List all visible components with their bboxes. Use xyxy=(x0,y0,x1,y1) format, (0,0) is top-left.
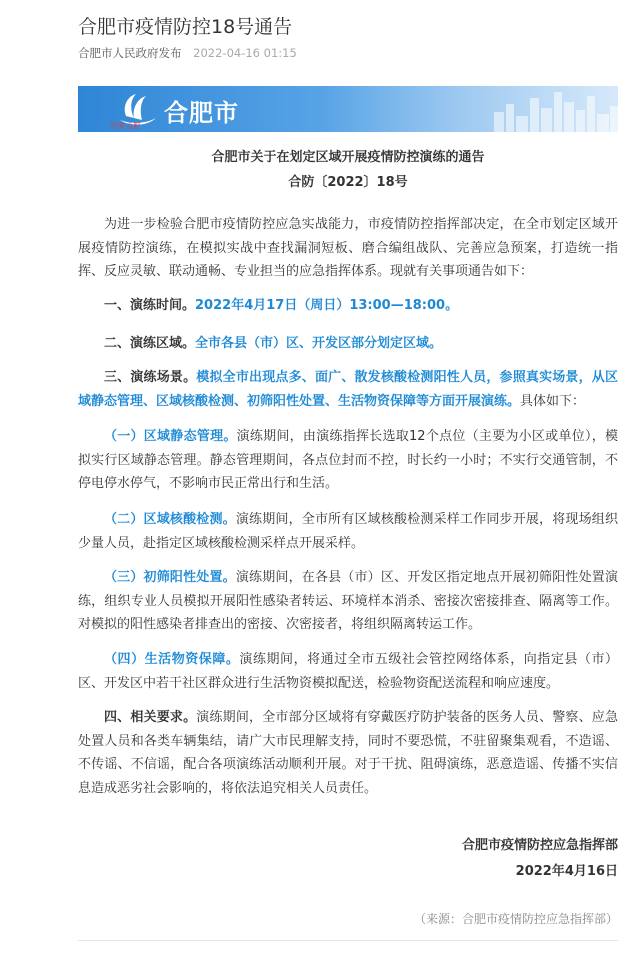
subsection-1 xyxy=(78,425,618,496)
section-3 xyxy=(78,366,618,413)
publisher-label[interactable]: 合肥市人民政府发布 xyxy=(78,46,182,60)
banner-city-name: 合肥市 xyxy=(164,99,239,127)
section-4 xyxy=(78,706,618,800)
subsection-2 xyxy=(78,508,618,555)
section-3-value: 模拟全市出现点多、面广、散发核酸检测阳性人员，参照真实场景，从区域静态管理、区域核酸检测、初筛阳性处置、生活物资保障等方面开展演练。 xyxy=(78,370,618,409)
subsection-4-heading: （四）生活物资保障。 xyxy=(104,652,240,667)
section-2-value: 全市各县（市）区、开发区部分划定区域。 xyxy=(195,336,443,351)
subsection-2-heading: （二）区域核酸检测。 xyxy=(104,512,236,527)
subsection-2-text: 演练期间，全市所有区域核酸检测采样工作同步开展，将现场组织少量人员，赴指定区域核酸检测采样点开展采样。 xyxy=(78,512,618,551)
subsection-1-text: 演练期间，由演练指挥长选取12个点位（主要为小区或单位），模拟实行区域静态管理。静态管理期间，各点位封而不控，时长约一小时；不实行交通管制，不停电停水停气，不影响市民正常出行和生活。 xyxy=(78,429,618,491)
logo-caption: 中国·合肥 xyxy=(110,122,141,130)
subsection-4 xyxy=(78,648,618,695)
subsection-1-heading: （一）区域静态管理。 xyxy=(104,429,237,444)
section-2 xyxy=(78,332,618,356)
section-1-value: 2022年4月17日（周日）13:00—18:00。 xyxy=(195,298,459,313)
section-4-lead: 四、相关要求。 xyxy=(104,710,197,725)
notice-title: 合肥市关于在划定区域开展疫情防控演练的通告 xyxy=(211,150,485,165)
signature-date: 2022年4月16日 xyxy=(515,864,618,879)
subsection-4-text: 演练期间，将通过全市五级社会管控网络体系，向指定县（市）区、开发区中若干社区群众进行生活物资模拟配送，检验物资配送流程和响应速度。 xyxy=(78,652,618,691)
signature-organization: 合肥市疫情防控应急指挥部 xyxy=(461,838,618,853)
article-meta xyxy=(78,45,297,61)
bottom-divider xyxy=(78,940,618,941)
section-4-text: 演练期间，全市部分区域将有穿戴医疗防护装备的医务人员、警察、应急处置人员和各类车辆集结，请广大市民理解支持，同时不要恐慌，不驻留聚集观看，不造谣、不传谣、不信谣，配合各项演练活动顺利开展。对于干扰、阻碍演练，恶意造谣、传播不实信息造成恶劣社会影响的，将依法追究相关人员责任。 xyxy=(78,710,618,796)
intro-paragraph xyxy=(78,213,618,284)
subsection-3-heading: （三）初筛阳性处置。 xyxy=(104,570,236,585)
intro-text: 为进一步检验合肥市疫情防控应急实战能力，市疫情防控指挥部决定，在全市划定区域开展疫情防控演练，在模拟实战中查找漏洞短板、磨合编组战队、完善应急预案，打造统一指挥、反应灵敏、联动通畅、专业担当的应急指挥体系。现就有关事项通告如下： xyxy=(78,217,618,279)
subsection-3-text: 演练期间，在各县（市）区、开发区指定地点开展初筛阳性处置演练，组织专业人员模拟开展阳性感染者转运、环境样本消杀、密接次密接排查、隔离等工作。对模拟的阳性感染者排查出的密接、次密接者，将组织隔离转运工作。 xyxy=(78,570,618,632)
section-3-lead: 三、演练场景。 xyxy=(104,370,197,385)
document-number: 合防〔2022〕18号 xyxy=(288,175,408,190)
source-note: （来源：合肥市疫情防控应急指挥部） xyxy=(413,912,618,926)
hefei-banner xyxy=(78,86,618,132)
section-1-lead: 一、演练时间。 xyxy=(104,298,196,313)
subsection-3 xyxy=(78,566,618,637)
section-1 xyxy=(78,294,618,318)
city-skyline-icon xyxy=(488,86,618,132)
section-2-lead: 二、演练区域。 xyxy=(104,336,196,351)
section-3-tail: 具体如下： xyxy=(520,393,586,409)
page-title: 合肥市疫情防控18号通告 xyxy=(78,16,293,38)
publish-datetime: 2022-04-16 01:15 xyxy=(193,46,297,60)
